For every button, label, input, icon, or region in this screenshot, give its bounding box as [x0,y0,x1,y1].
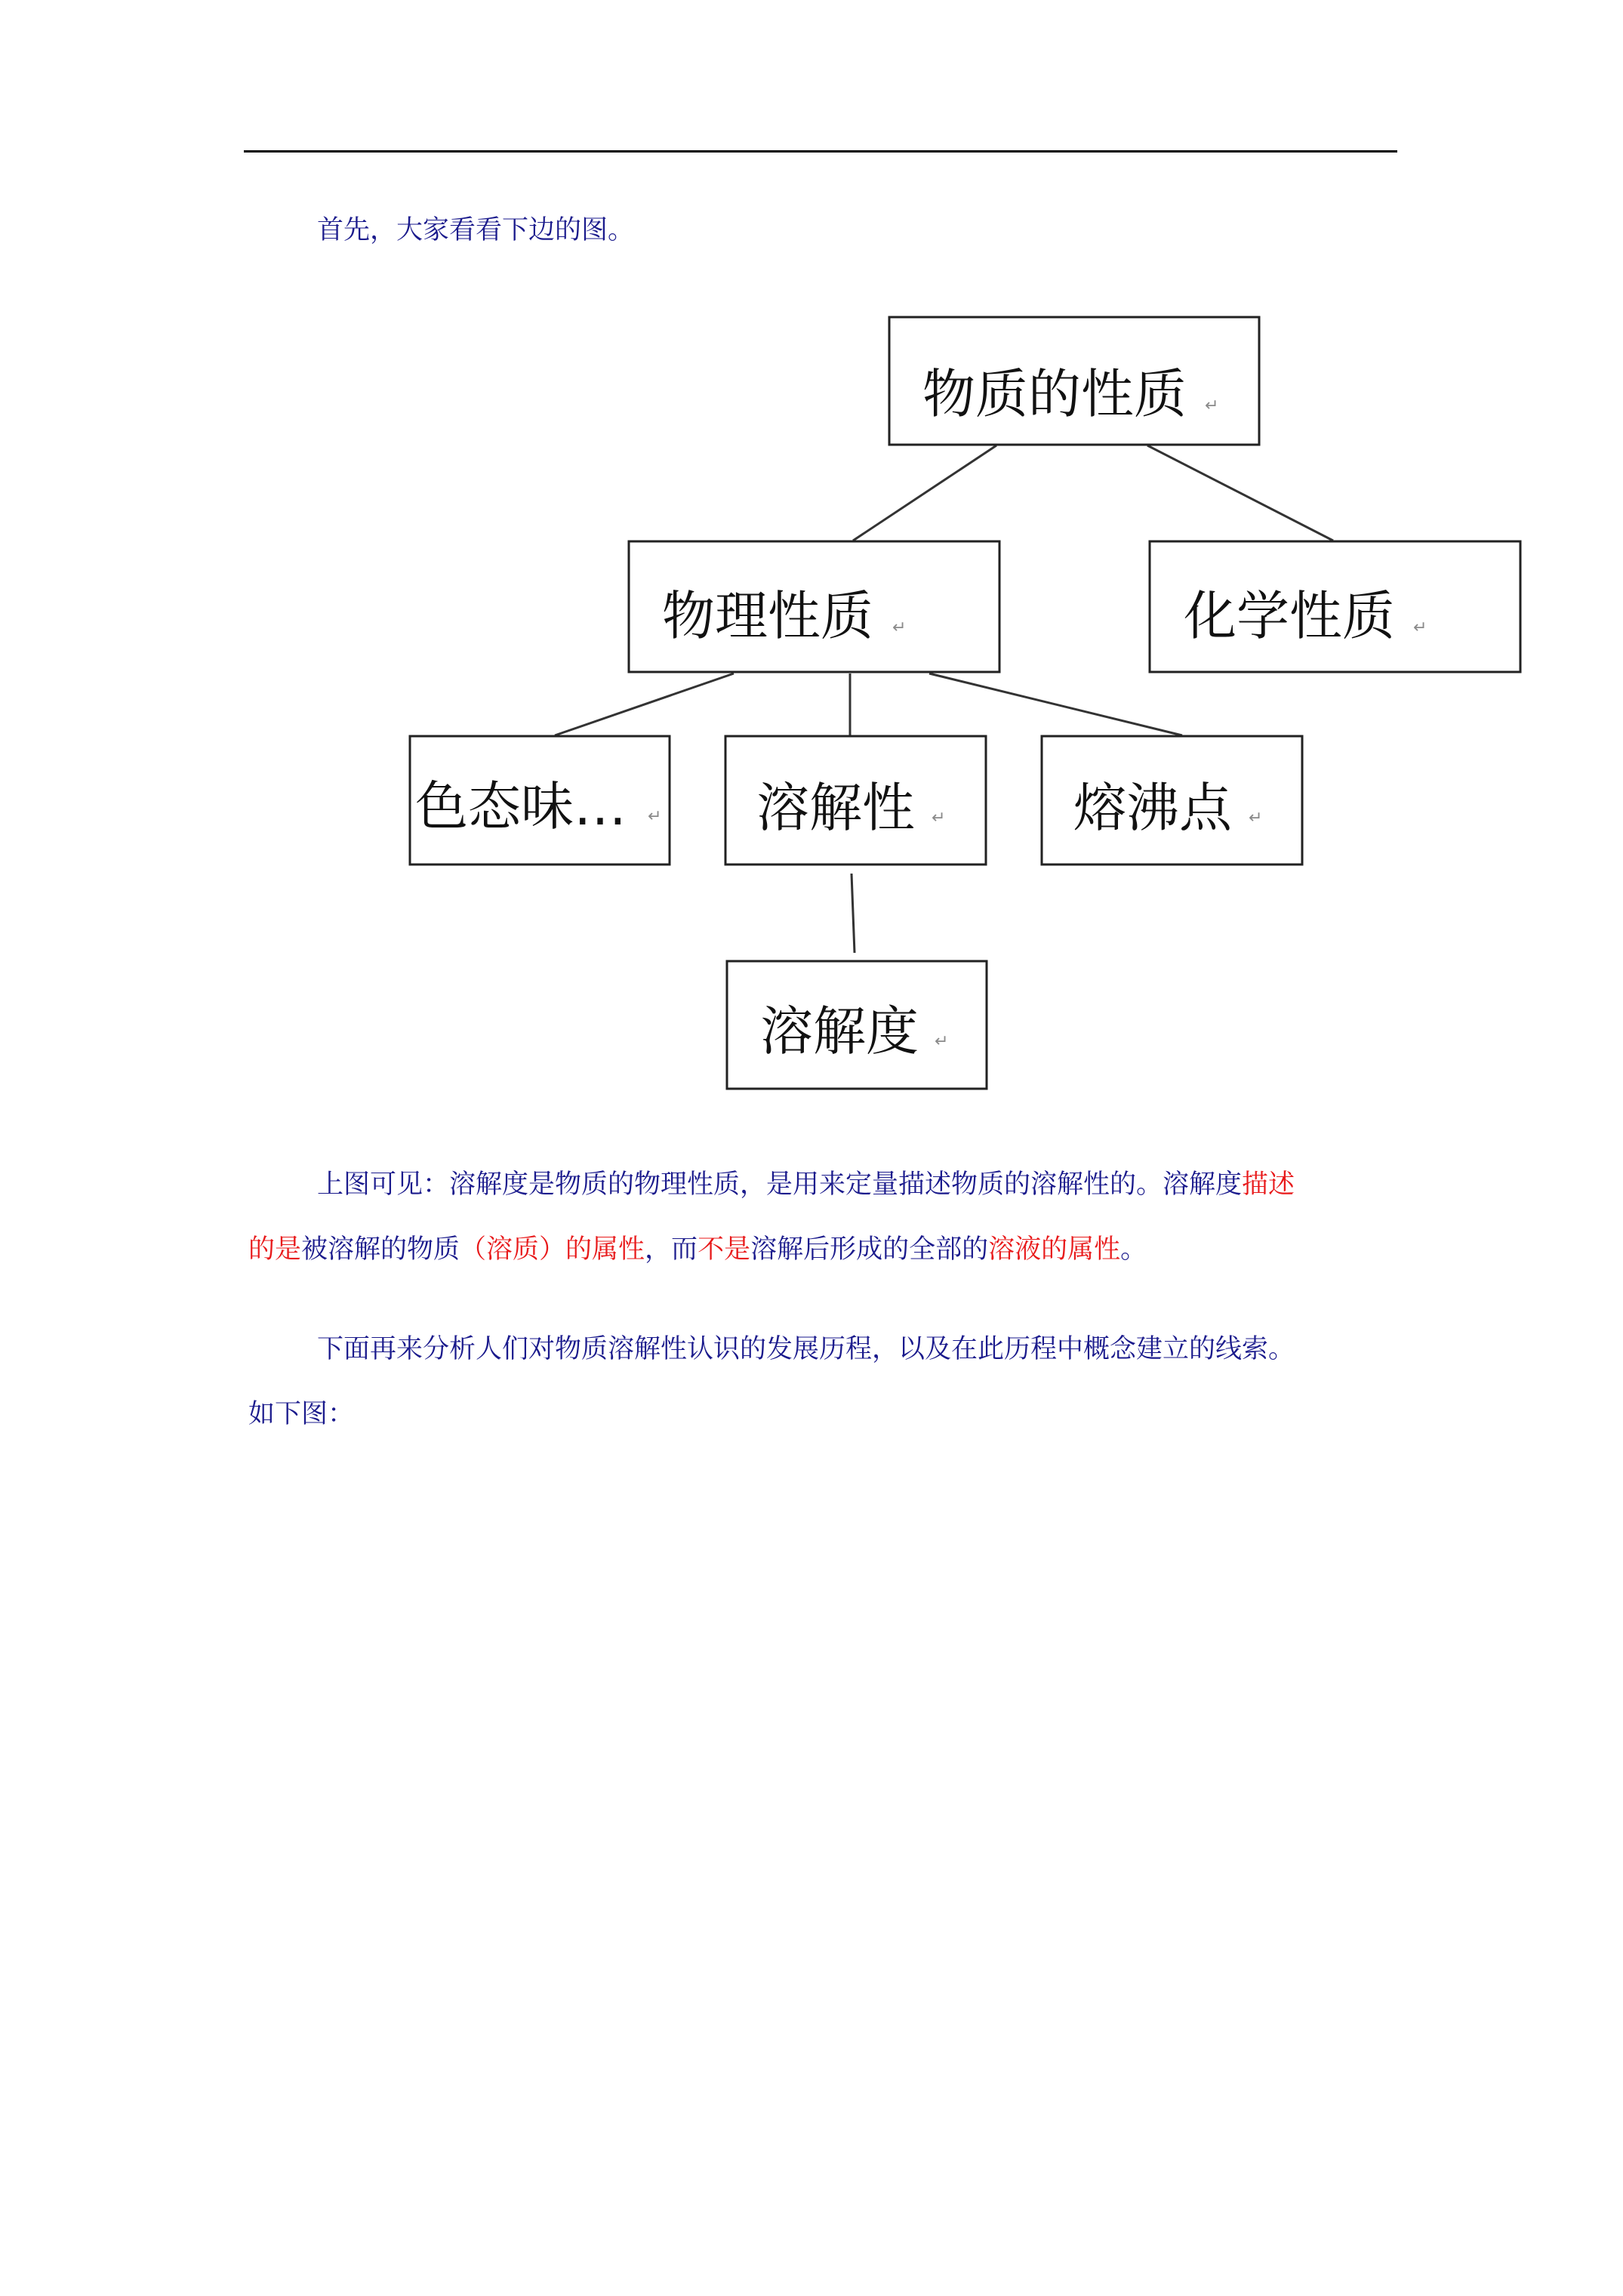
para1-text: ，而 [645,1234,698,1265]
para1-emphasis: 不是 [698,1234,751,1265]
node-melting-boiling [1042,736,1302,864]
para1-emphasis: （溶质）的属性 [460,1234,645,1265]
node-solubility-degree [727,961,987,1089]
node-color-state-taste [410,736,670,864]
node-physical-label: 物理性质 [662,585,873,647]
para2-text: 如下图： [248,1399,355,1429]
paragraph-mark-icon: ↵ [1413,618,1427,637]
connector-physical-color [555,673,734,735]
paragraph-mark-icon: ↵ [935,1032,949,1051]
para1-emphasis: 溶液的属性 [988,1234,1121,1265]
para2-text: 下面再来分析人们对物质溶解性认识的发展历程，以及在此历程中概念建立的线索。 [317,1334,1295,1364]
paragraph-mark-icon: ↵ [932,809,946,827]
para1-emphasis: 的是 [248,1234,302,1265]
node-chemical-label: 化学性质 [1184,585,1395,647]
paragraph-mark-icon: ↵ [648,807,662,826]
intro-text: 首先，大家看看下边的图。 [317,215,635,245]
para1-text: 上图可见：溶解度是物质的物理性质，是用来定量描述物质的溶解性的。溶解度 [317,1170,1243,1200]
node-root-label: 物质的性质 [922,363,1187,425]
node-root [889,317,1259,445]
node-chemical [1150,541,1520,672]
para1-line1 [317,1168,1295,1201]
node-solubility-degree-label: 溶解度 [760,1000,919,1062]
para1-line2 [248,1233,1147,1266]
connector-root-chemical [1147,445,1333,541]
para1-text: 被溶解的物质 [301,1234,460,1265]
node-solubility-label: 溶解性 [756,777,915,839]
node-color-state-taste-label: 色态味… [415,775,627,837]
connector-physical-melting [929,673,1182,735]
paragraph-mark-icon: ↵ [1205,396,1219,415]
connector-root-physical [853,445,996,541]
node-solubility [725,736,986,864]
paragraph-mark-icon: ↵ [1249,809,1263,827]
node-physical [629,541,999,672]
paragraph-mark-icon: ↵ [892,618,907,637]
para2-line1 [317,1333,1295,1366]
para1-emphasis: 描述 [1242,1170,1295,1200]
connector-solubility-degree [852,874,855,953]
para1-text: 溶解后形成的全部的 [750,1234,989,1265]
node-melting-boiling-label: 熔沸点 [1073,777,1232,839]
para1-text: 。 [1120,1234,1147,1265]
para2-line2 [248,1398,354,1431]
diagram-connectors [555,445,1333,953]
